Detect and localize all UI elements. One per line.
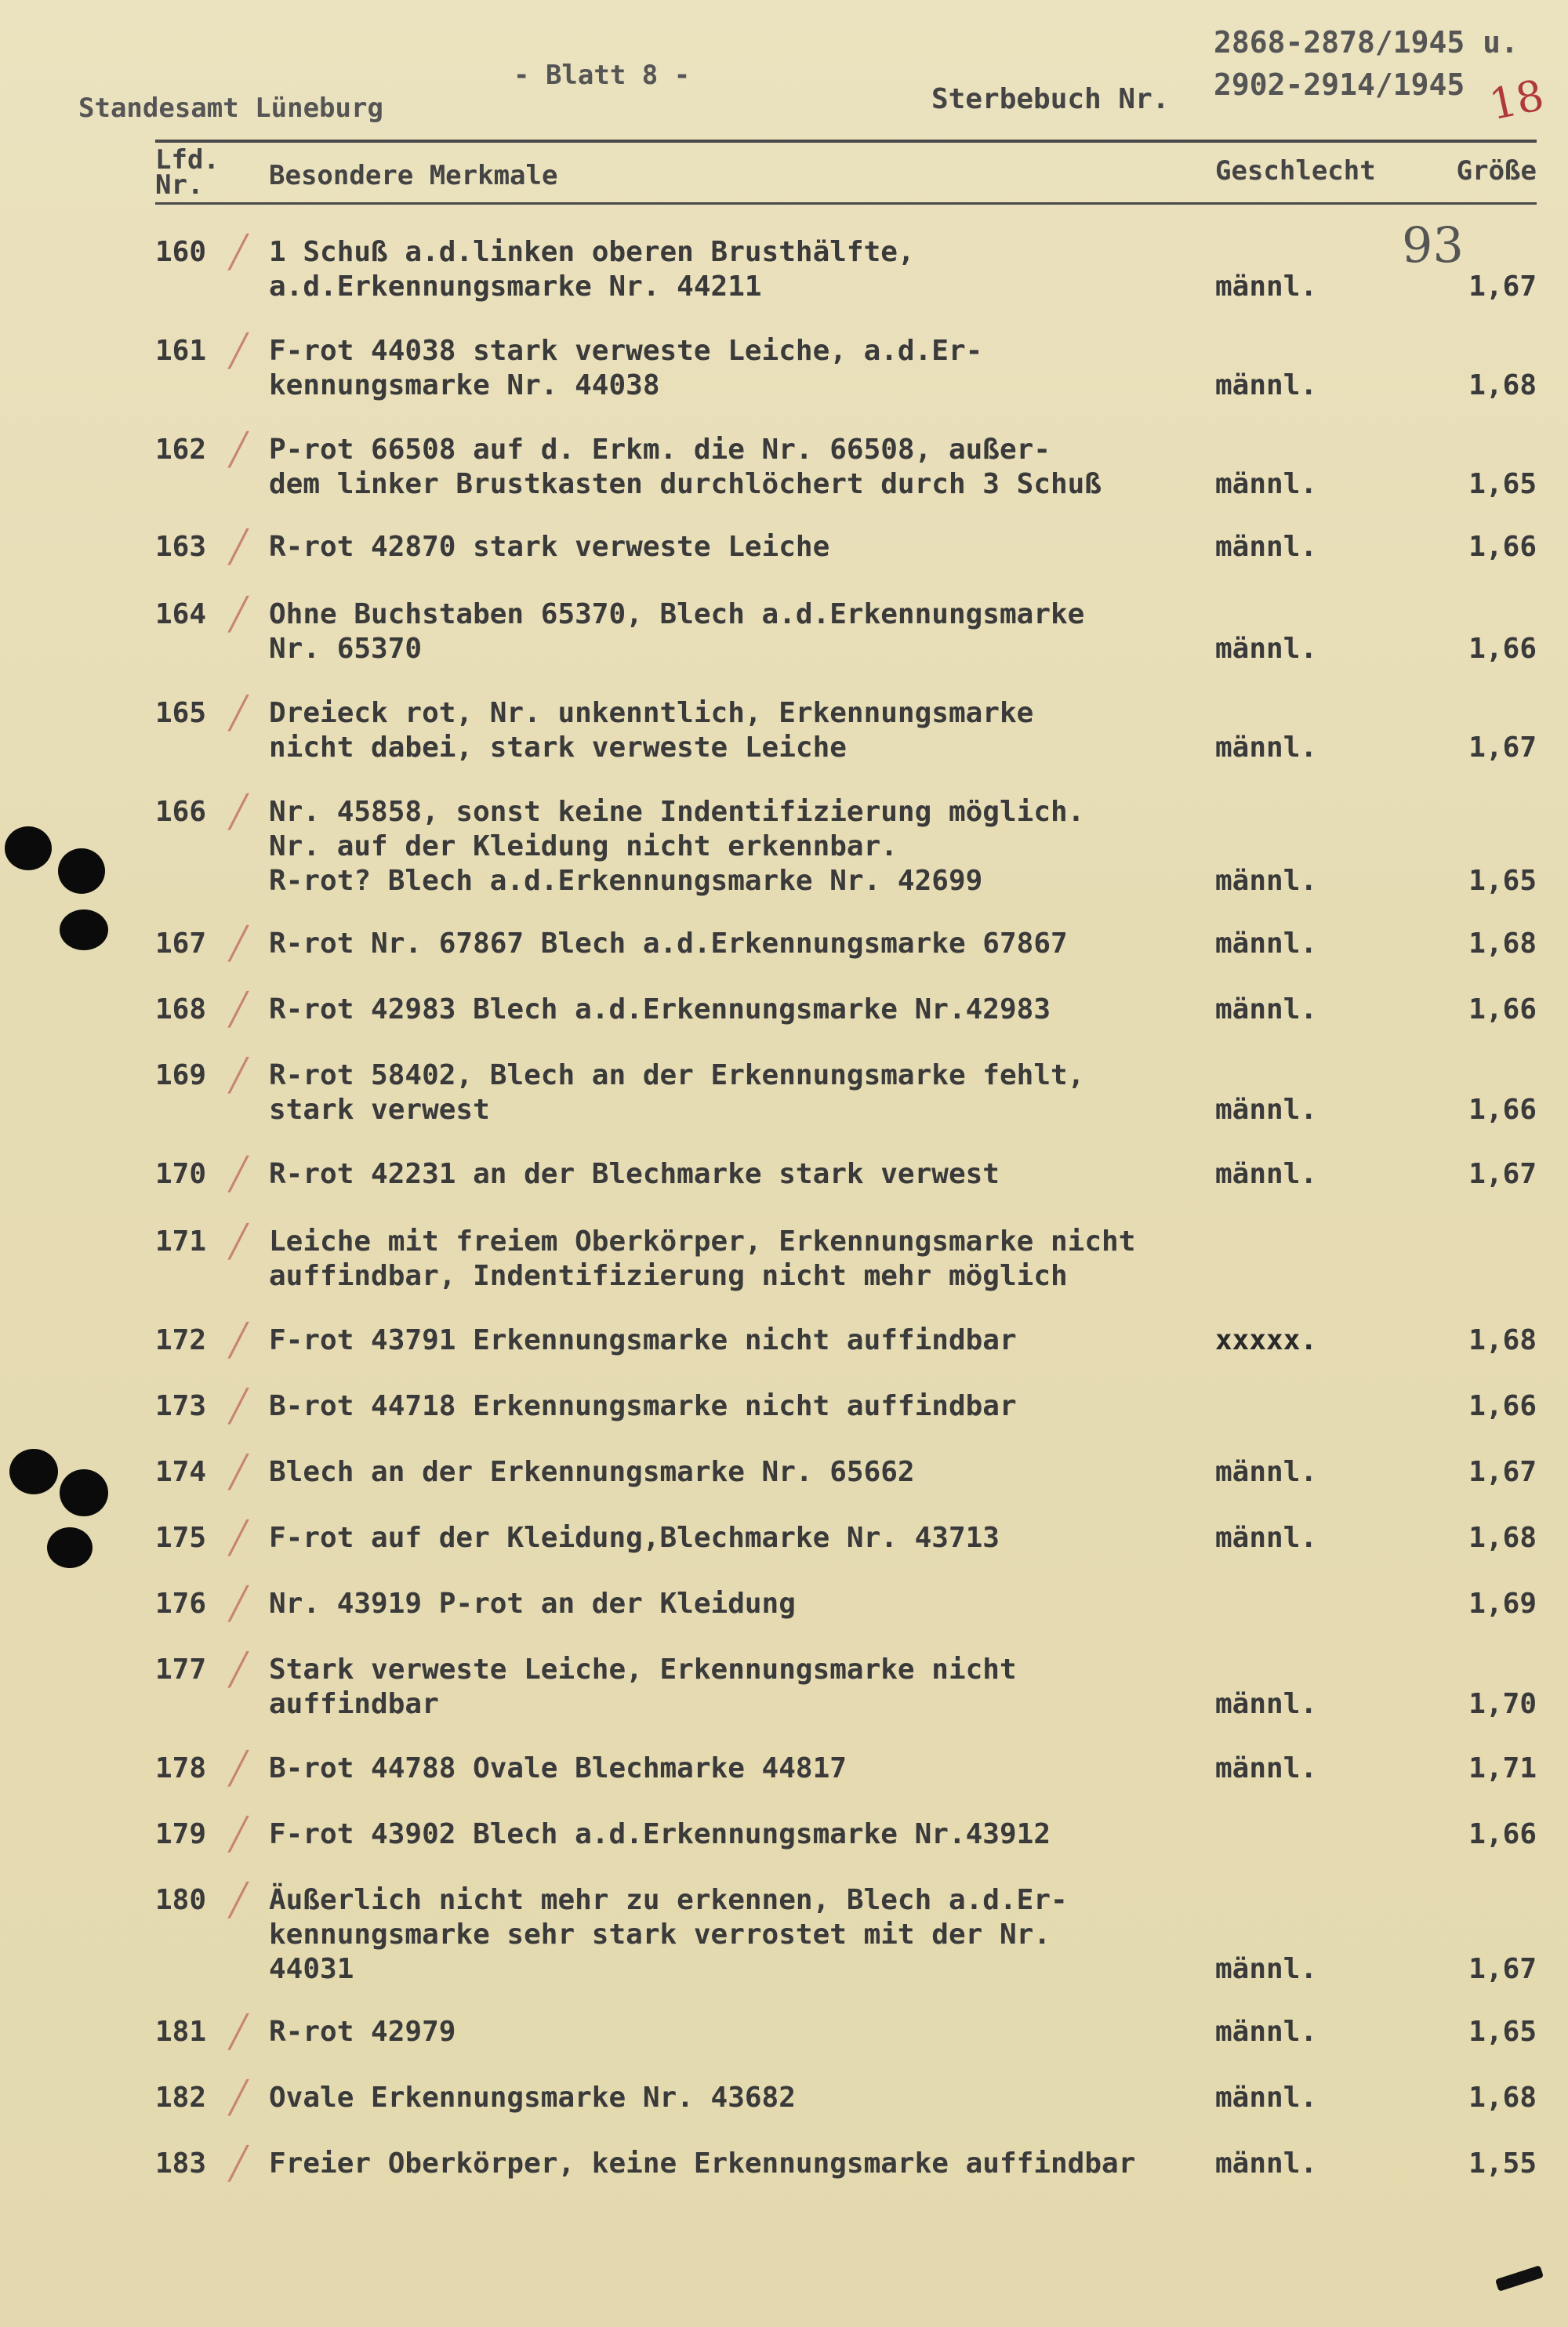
column-features: Besondere Merkmale (269, 160, 558, 191)
entry-sex: männl. (1215, 865, 1318, 897)
entry-number: 171 (155, 1225, 207, 1258)
entry-features (269, 1587, 1327, 1621)
entry-height: 1,69 (1468, 1588, 1537, 1620)
sheet-number: - Blatt 8 - (514, 60, 691, 91)
entry-number: 167 (155, 928, 207, 960)
table-row (155, 1587, 1537, 1621)
entry-number: 169 (155, 1059, 207, 1091)
entry-features (269, 1752, 1327, 1786)
header-top-rule (155, 140, 1537, 143)
handwritten-count: 93 (1402, 216, 1464, 274)
entry-number: 180 (155, 1884, 207, 1916)
check-mark-icon: ╱ (229, 2014, 249, 2050)
check-mark-icon: ╱ (229, 1520, 249, 1556)
column-sex: Geschlecht (1215, 155, 1376, 187)
feature-line: F-rot 43791 Erkennungsmarke nicht auffindbar (269, 1324, 1017, 1356)
table-row (155, 2015, 1537, 2049)
entry-height: 1,66 (1468, 1390, 1537, 1422)
table-row (155, 1752, 1537, 1786)
check-mark-icon: ╱ (229, 1751, 249, 1787)
entry-features (269, 2147, 1327, 2181)
feature-line: R-rot 42983 Blech a.d.Erkennungsmarke Nr.42983 (269, 993, 1051, 1026)
column-lfd-label: Lfd. Nr. (155, 144, 220, 201)
entry-number: 174 (155, 1456, 207, 1488)
entry-number: 182 (155, 2082, 207, 2114)
entry-features (269, 1653, 1327, 1722)
entry-number: 179 (155, 1818, 207, 1850)
feature-line: nicht dabei, stark verweste Leiche (269, 731, 847, 764)
feature-line: Nr. 43919 P-rot an der Kleidung (269, 1588, 796, 1620)
entry-sex: männl. (1215, 1752, 1318, 1784)
feature-line: F-rot auf der Kleidung,Blechmarke Nr. 43713 (269, 1522, 1000, 1554)
table-row (155, 696, 1537, 765)
check-mark-icon: ╱ (229, 333, 249, 369)
entry-features (269, 433, 1327, 502)
check-mark-icon: ╱ (229, 1224, 249, 1260)
check-mark-icon: ╱ (229, 432, 249, 468)
entry-features (269, 1521, 1327, 1556)
entry-height: 1,68 (1468, 1522, 1537, 1554)
check-mark-icon: ╱ (229, 529, 249, 565)
entry-height: 1,67 (1468, 270, 1537, 303)
feature-line: P-rot 66508 auf d. Erkm. die Nr. 66508, außer- (269, 434, 1051, 466)
entry-number: 161 (155, 335, 207, 367)
entry-sex: männl. (1215, 993, 1318, 1026)
entry-number: 173 (155, 1390, 207, 1422)
feature-line: Nr. 45858, sonst keine Indentifizierung möglich. (269, 796, 1085, 828)
table-row (155, 1817, 1537, 1852)
entry-height: 1,67 (1468, 1158, 1537, 1190)
table-row (155, 927, 1537, 961)
check-mark-icon: ╱ (229, 992, 249, 1028)
table-row (155, 1653, 1537, 1722)
table-row (155, 1455, 1537, 1490)
register-label: Sterbebuch Nr. (931, 83, 1170, 115)
red-handwritten-mark: 18 (1485, 70, 1548, 130)
check-mark-icon: ╱ (229, 695, 249, 731)
feature-line: kennungsmarke Nr. 44038 (269, 369, 660, 401)
punch-hole-mark (60, 1469, 108, 1516)
entry-features (269, 1225, 1327, 1294)
check-mark-icon: ╱ (229, 2146, 249, 2182)
feature-line: kennungsmarke sehr stark verrostet mit der Nr. (269, 1919, 1051, 1951)
feature-line: auffindbar, Indentifizierung nicht mehr möglich (269, 1260, 1068, 1292)
feature-line: R-rot 42870 stark verweste Leiche (269, 531, 830, 563)
feature-line: 1 Schuß a.d.linken oberen Brusthälfte, (269, 236, 915, 268)
entry-height: 1,67 (1468, 731, 1537, 764)
entry-number: 162 (155, 434, 207, 466)
entry-number: 178 (155, 1752, 207, 1784)
table-row (155, 2081, 1537, 2115)
table-row (155, 1058, 1537, 1127)
feature-line: auffindbar (269, 1688, 439, 1720)
entry-sex: männl. (1215, 1688, 1318, 1720)
entry-height: 1,70 (1468, 1688, 1537, 1720)
entry-sex: männl. (1215, 1522, 1318, 1554)
entry-height: 1,65 (1468, 2016, 1537, 2048)
entry-number: 164 (155, 598, 207, 630)
feature-line: B-rot 44788 Ovale Blechmarke 44817 (269, 1752, 847, 1784)
punch-hole-mark (58, 848, 105, 894)
entry-height: 1,66 (1468, 531, 1537, 563)
feature-line: R-rot? Blech a.d.Erkennungsmarke Nr. 42699 (269, 865, 983, 897)
entry-features (269, 235, 1327, 304)
entry-sex: männl. (1215, 2082, 1318, 2114)
check-mark-icon: ╱ (229, 1817, 249, 1853)
feature-line: B-rot 44718 Erkennungsmarke nicht auffindbar (269, 1390, 1017, 1422)
entry-number: 168 (155, 993, 207, 1026)
feature-line: stark verwest (269, 1094, 490, 1126)
entry-features (269, 993, 1327, 1027)
entry-features (269, 1157, 1327, 1192)
entry-features (269, 1389, 1327, 1424)
entry-number: 163 (155, 531, 207, 563)
feature-line: R-rot 42979 (269, 2016, 456, 2048)
entry-features (269, 696, 1327, 765)
table-row (155, 597, 1537, 666)
feature-line: Ovale Erkennungsmarke Nr. 43682 (269, 2082, 796, 2114)
feature-line: R-rot 42231 an der Blechmarke stark verwest (269, 1158, 1000, 1190)
feature-line: F-rot 44038 stark verweste Leiche, a.d.Er- (269, 335, 983, 367)
feature-line: a.d.Erkennungsmarke Nr. 44211 (269, 270, 762, 303)
entry-number: 165 (155, 697, 207, 729)
feature-line: Blech an der Erkennungsmarke Nr. 65662 (269, 1456, 915, 1488)
entry-sex: männl. (1215, 531, 1318, 563)
entry-height: 1,71 (1468, 1752, 1537, 1784)
entry-sex: männl. (1215, 1953, 1318, 1985)
table-row (155, 2147, 1537, 2181)
entry-height: 1,66 (1468, 1818, 1537, 1850)
registry-office: Standesamt Lüneburg (78, 93, 383, 124)
punch-hole-mark (47, 1527, 93, 1568)
feature-line: R-rot Nr. 67867 Blech a.d.Erkennungsmarke 67867 (269, 928, 1068, 960)
feature-line: Äußerlich nicht mehr zu erkennen, Blech a.d.Er- (269, 1884, 1068, 1916)
entry-features (269, 795, 1327, 898)
entry-sex: männl. (1215, 1094, 1318, 1126)
entry-features (269, 1817, 1327, 1852)
entry-height: 1,65 (1468, 468, 1537, 500)
entry-number: 177 (155, 1654, 207, 1686)
punch-hole-mark (5, 826, 52, 870)
table-row (155, 1883, 1537, 1987)
entry-sex: männl. (1215, 2147, 1318, 2180)
entry-height: 1,68 (1468, 1324, 1537, 1356)
entry-number: 176 (155, 1588, 207, 1620)
feature-line: Freier Oberkörper, keine Erkennungsmarke auffindbar (269, 2147, 1136, 2180)
check-mark-icon: ╱ (229, 1586, 249, 1622)
check-mark-icon: ╱ (229, 1156, 249, 1193)
check-mark-icon: ╱ (229, 794, 249, 830)
feature-line: Nr. 65370 (269, 633, 423, 665)
entry-features (269, 2015, 1327, 2049)
entry-number: 181 (155, 2016, 207, 2048)
feature-line: Leiche mit freiem Oberkörper, Erkennungsmarke nicht (269, 1225, 1136, 1258)
entry-features (269, 1058, 1327, 1127)
entry-features (269, 1323, 1327, 1358)
header-bottom-rule (155, 202, 1537, 205)
entry-features (269, 927, 1327, 961)
feature-line: R-rot 58402, Blech an der Erkennungsmarke fehlt, (269, 1059, 1085, 1091)
entry-height: 1,55 (1468, 2147, 1537, 2180)
feature-line: Stark verweste Leiche, Erkennungsmarke nicht (269, 1654, 1017, 1686)
check-mark-icon: ╱ (229, 1058, 249, 1094)
table-row (155, 334, 1537, 403)
feature-line: Nr. auf der Kleidung nicht erkennbar. (269, 830, 898, 862)
entry-features (269, 1455, 1327, 1490)
entry-sex: männl. (1215, 2016, 1318, 2048)
check-mark-icon: ╱ (229, 926, 249, 962)
entry-sex: männl. (1215, 731, 1318, 764)
table-row (155, 1389, 1537, 1424)
entry-number: 160 (155, 236, 207, 268)
column-lfd-nr (155, 144, 226, 201)
entry-sex: xxxxx. (1215, 1324, 1318, 1356)
entry-height: 1,66 (1468, 633, 1537, 665)
check-mark-icon: ╱ (229, 1323, 249, 1359)
table-row (155, 993, 1537, 1027)
check-mark-icon: ╱ (229, 1389, 249, 1425)
entry-height: 1,68 (1468, 928, 1537, 960)
table-row (155, 1323, 1537, 1358)
entry-sex: männl. (1215, 1456, 1318, 1488)
entry-height: 1,65 (1468, 865, 1537, 897)
entry-sex: männl. (1215, 928, 1318, 960)
entry-height: 1,67 (1468, 1456, 1537, 1488)
entry-number: 175 (155, 1522, 207, 1554)
table-row (155, 795, 1537, 898)
feature-line: Dreieck rot, Nr. unkenntlich, Erkennungsmarke (269, 697, 1034, 729)
feature-line: dem linker Brustkasten durchlöchert durch 3 Schuß (269, 468, 1102, 500)
entry-height: 1,66 (1468, 993, 1537, 1026)
feature-line: Ohne Buchstaben 65370, Blech a.d.Erkennungsmarke (269, 598, 1085, 630)
table-row (155, 530, 1537, 565)
corner-ink-mark (1495, 2265, 1544, 2292)
table-row (155, 1521, 1537, 1556)
entry-features (269, 597, 1327, 666)
entry-height: 1,67 (1468, 1953, 1537, 1985)
column-height: Größe (1456, 155, 1537, 187)
check-mark-icon: ╱ (229, 1652, 249, 1688)
entry-height: 1,68 (1468, 369, 1537, 401)
entry-height: 1,68 (1468, 2082, 1537, 2114)
register-numbers-line1: 2868-2878/1945 u. (1214, 25, 1519, 60)
column-header (155, 144, 1537, 201)
feature-line: 44031 (269, 1953, 354, 1985)
punch-hole-mark (9, 1449, 58, 1494)
entry-features (269, 2081, 1327, 2115)
entry-number: 170 (155, 1158, 207, 1190)
table-row (155, 235, 1537, 304)
entry-features (269, 530, 1327, 565)
check-mark-icon: ╱ (229, 597, 249, 633)
entry-height: 1,66 (1468, 1094, 1537, 1126)
entry-sex: männl. (1215, 270, 1318, 303)
check-mark-icon: ╱ (229, 1882, 249, 1919)
register-numbers-line2: 2902-2914/1945 (1214, 67, 1465, 102)
entry-features (269, 1883, 1327, 1987)
entry-sex: männl. (1215, 468, 1318, 500)
entry-features (269, 334, 1327, 403)
feature-line: F-rot 43902 Blech a.d.Erkennungsmarke Nr.43912 (269, 1818, 1051, 1850)
entry-sex: männl. (1215, 1158, 1318, 1190)
entry-number: 183 (155, 2147, 207, 2180)
check-mark-icon: ╱ (229, 1454, 249, 1490)
check-mark-icon: ╱ (229, 234, 249, 270)
table-row (155, 1157, 1537, 1192)
entry-number: 166 (155, 796, 207, 828)
entry-sex: männl. (1215, 369, 1318, 401)
table-row (155, 1225, 1537, 1294)
punch-hole-mark (60, 909, 108, 950)
entry-number: 172 (155, 1324, 207, 1356)
entry-sex: männl. (1215, 633, 1318, 665)
check-mark-icon: ╱ (229, 2080, 249, 2116)
table-row (155, 433, 1537, 502)
